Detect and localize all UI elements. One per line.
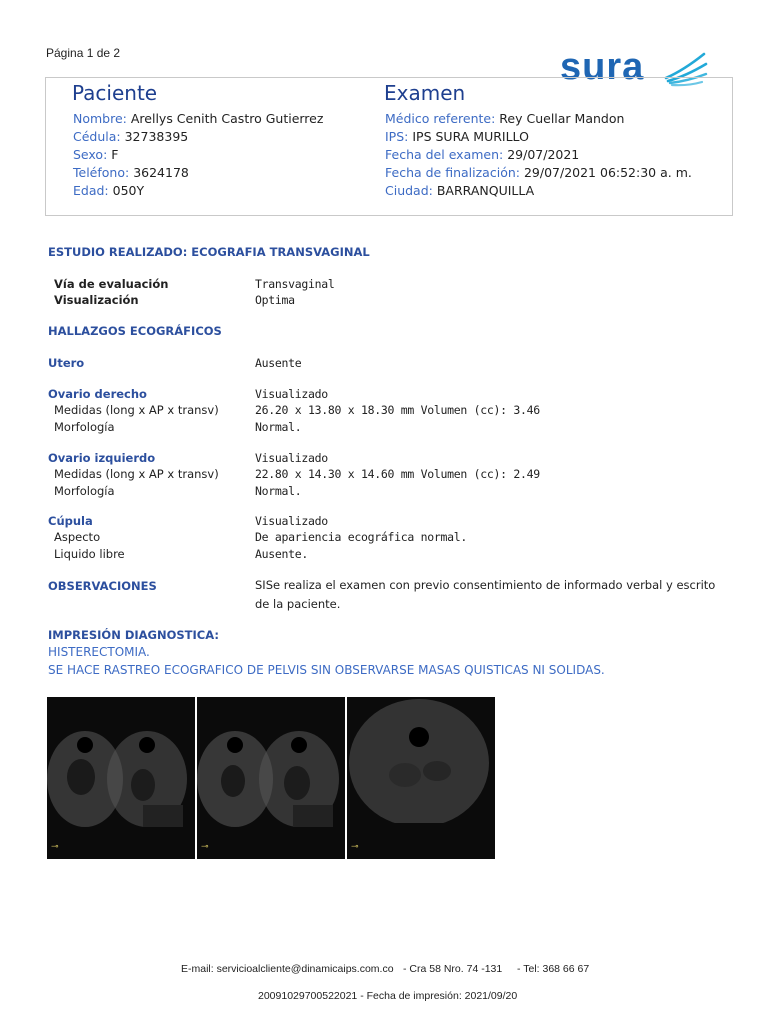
field-value: 29/07/2021 (507, 147, 580, 162)
ultrasound-image-1-drawing (47, 697, 195, 859)
observaciones-title: OBSERVACIONES (48, 579, 157, 593)
ovario-derecho-medidas-value: 26.20 x 13.80 x 18.30 mm Volumen (cc): 3.46 (255, 403, 540, 417)
field-label: Médico referente: (385, 111, 496, 126)
field-value: 29/07/2021 06:52:30 a. m. (523, 165, 692, 180)
patient-field-nombre (73, 110, 323, 128)
field-value: Rey Cuellar Mandon (499, 111, 625, 126)
exam-fields (385, 110, 692, 200)
ovario-derecho-label: Ovario derecho (48, 387, 147, 401)
field-value: Arellys Cenith Castro Gutierrez (130, 111, 324, 126)
ovario-derecho-value: Visualizado (255, 387, 328, 401)
impresion-title: IMPRESIÓN DIAGNOSTICA: (48, 628, 219, 642)
logo-text: sura (560, 46, 645, 88)
ultrasound-image-3 (347, 697, 495, 859)
exam-field-finalizacion (385, 164, 692, 182)
observaciones-line-2: de la paciente. (255, 597, 341, 611)
ovario-izquierdo-medidas-label: Medidas (long x AP x transv) (54, 467, 219, 481)
footer-tel: - Tel: 368 66 67 (517, 963, 590, 975)
patient-field-sexo (73, 146, 323, 164)
patient-exam-box (45, 77, 733, 216)
cupula-aspecto-value: De apariencia ecográfica normal. (255, 530, 467, 544)
observaciones-line-1: SISe realiza el examen con previo consentimiento de informado verbal y escrito (255, 578, 716, 592)
study-value-visualizacion: Optima (255, 293, 295, 307)
field-value: 3624178 (133, 165, 189, 180)
svg-text:⊸: ⊸ (351, 842, 359, 852)
field-value: 050Y (112, 183, 145, 198)
ovario-derecho-morfologia-label: Morfología (54, 420, 115, 434)
field-label: Fecha del examen: (385, 147, 504, 162)
ovario-izquierdo-label: Ovario izquierdo (48, 451, 156, 465)
field-label: Nombre: (73, 111, 127, 126)
field-label: IPS: (385, 129, 409, 144)
ultrasound-image-1 (47, 697, 195, 859)
cupula-liquido-label: Liquido libre (54, 547, 125, 561)
exam-field-fecha (385, 146, 692, 164)
field-value: F (111, 147, 119, 162)
exam-heading: Examen (384, 81, 466, 105)
field-label: Cédula: (73, 129, 121, 144)
exam-field-ips (385, 128, 692, 146)
study-value-via: Transvaginal (255, 277, 335, 291)
footer-address: - Cra 58 Nro. 74 -131 (403, 963, 503, 975)
ultrasound-image-2-drawing (197, 697, 345, 859)
field-value: IPS SURA MURILLO (412, 129, 529, 144)
cupula-aspecto-label: Aspecto (54, 530, 101, 544)
cupula-liquido-value: Ausente. (255, 547, 308, 561)
field-label: Fecha de finalización: (385, 165, 520, 180)
svg-text:⊸: ⊸ (201, 842, 209, 852)
exam-field-medico (385, 110, 692, 128)
utero-value: Ausente (255, 356, 302, 370)
study-label-visualizacion: Visualización (54, 293, 139, 307)
patient-field-cedula (73, 128, 323, 146)
patient-heading: Paciente (72, 81, 158, 105)
ovario-izquierdo-medidas-value: 22.80 x 14.30 x 14.60 mm Volumen (cc): 2.49 (255, 467, 540, 481)
impresion-line-1: HISTERECTOMIA. (48, 645, 150, 659)
field-label: Sexo: (73, 147, 108, 162)
field-label: Edad: (73, 183, 109, 198)
ovario-derecho-morfologia-value: Normal. (255, 420, 302, 434)
ultrasound-image-2 (197, 697, 345, 859)
study-label-via: Vía de evaluación (54, 277, 169, 291)
field-value: 32738395 (124, 129, 189, 144)
ovario-izquierdo-value: Visualizado (255, 451, 328, 465)
footer-email: E-mail: servicioalcliente@dinamicaips.com.co (181, 963, 394, 975)
cupula-label: Cúpula (48, 514, 93, 528)
field-value: BARRANQUILLA (436, 183, 535, 198)
footer-print-line: 20091029700522021 - Fecha de impresión: 2021/09/20 (258, 990, 518, 1002)
patient-fields (73, 110, 323, 200)
field-label: Ciudad: (385, 183, 433, 198)
patient-field-edad (73, 182, 323, 200)
patient-field-telefono (73, 164, 323, 182)
utero-label: Utero (48, 356, 85, 370)
impresion-line-2: SE HACE RASTREO ECOGRAFICO DE PELVIS SIN OBSERVARSE MASAS QUISTICAS NI SOLIDAS. (48, 663, 605, 677)
field-label: Teléfono: (73, 165, 130, 180)
findings-title: HALLAZGOS ECOGRÁFICOS (48, 324, 222, 338)
cupula-value: Visualizado (255, 514, 328, 528)
ovario-izquierdo-morfologia-label: Morfología (54, 484, 115, 498)
ovario-izquierdo-morfologia-value: Normal. (255, 484, 302, 498)
page-number: Página 1 de 2 (46, 46, 121, 60)
ultrasound-image-3-drawing (347, 697, 495, 859)
svg-text:⊸: ⊸ (51, 842, 59, 852)
ovario-derecho-medidas-label: Medidas (long x AP x transv) (54, 403, 219, 417)
exam-field-ciudad (385, 182, 692, 200)
study-title: ESTUDIO REALIZADO: ECOGRAFIA TRANSVAGINAL (48, 245, 370, 259)
